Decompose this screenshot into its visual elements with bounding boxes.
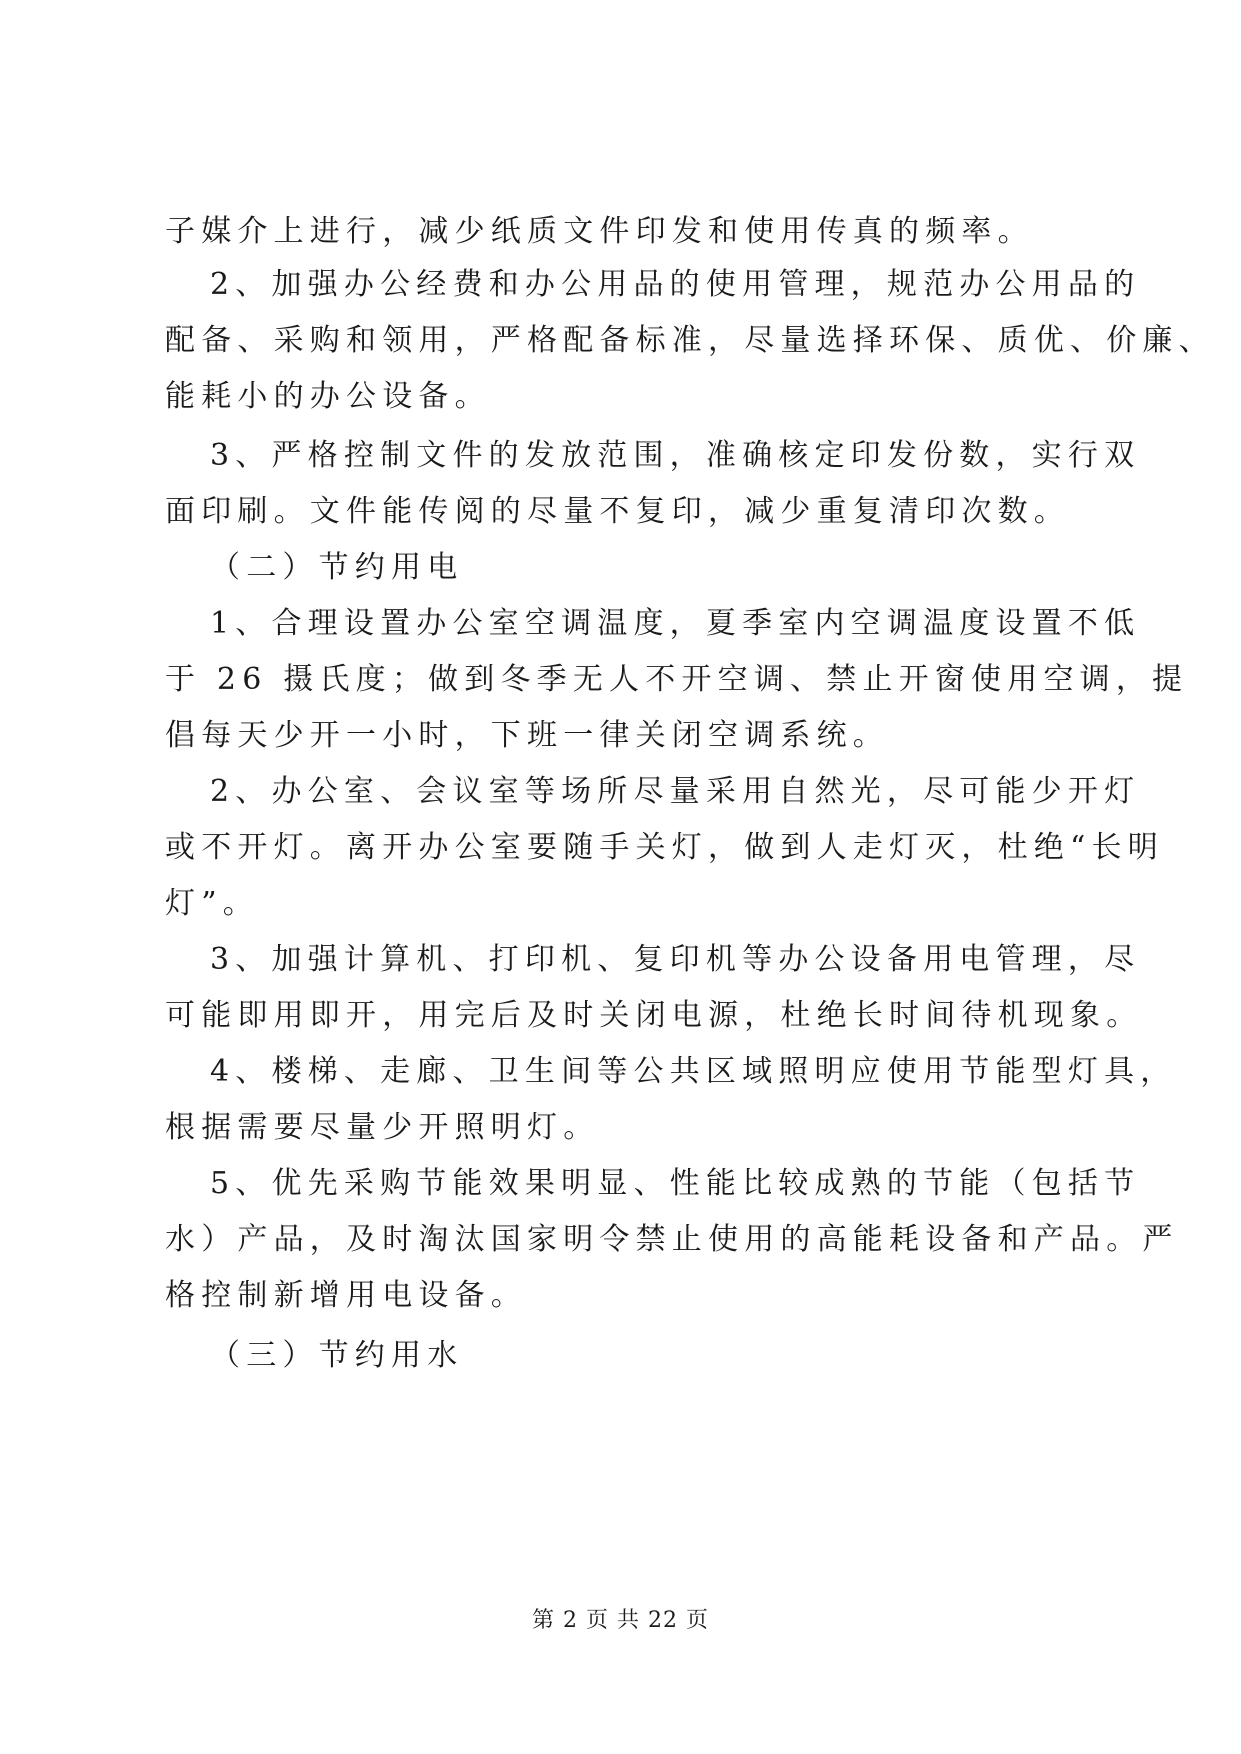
- body-line: 4、楼梯、走廊、卫生间等公共区域照明应使用节能型灯具，: [210, 1054, 1177, 1089]
- body-line: 1、合理设置办公室空调温度，夏季室内空调温度设置不低: [210, 606, 1141, 641]
- body-line: 或不开灯。离开办公室要随手关灯，做到人走灯灭，杜绝“长明: [165, 830, 1164, 865]
- body-line: 3、加强计算机、打印机、复印机等办公设备用电管理，尽: [210, 942, 1141, 977]
- body-line: 配备、采购和领用，严格配备标准，尽量选择环保、质优、价廉、: [165, 323, 1215, 358]
- body-line: 水）产品，及时淘汰国家明令禁止使用的高能耗设备和产品。严: [165, 1222, 1179, 1257]
- body-line: 倡每天少开一小时，下班一律关闭空调系统。: [165, 718, 889, 753]
- body-line: 3、严格控制文件的发放范围，准确核定印发份数，实行双: [210, 438, 1141, 473]
- body-line: 格控制新增用电设备。: [165, 1278, 527, 1313]
- section-heading: （二）节约用电: [210, 550, 464, 585]
- body-line: 可能即用即开，用完后及时关闭电源，杜绝长时间待机现象。: [165, 998, 1143, 1033]
- body-line: 于 26 摄氏度；做到冬季无人不开空调、禁止开窗使用空调，提: [165, 662, 1189, 697]
- body-line: 2、办公室、会议室等场所尽量采用自然光，尽可能少开灯: [210, 774, 1141, 809]
- body-line: 灯”。: [165, 886, 259, 921]
- section-heading: （三）节约用水: [210, 1338, 464, 1373]
- body-line: 能耗小的办公设备。: [165, 379, 491, 414]
- body-line: 2、加强办公经费和办公用品的使用管理，规范办公用品的: [210, 267, 1141, 302]
- body-line: 根据需要尽量少开照明灯。: [165, 1110, 600, 1145]
- body-line: 5、优先采购节能效果明显、性能比较成熟的节能（包括节: [210, 1166, 1141, 1201]
- body-line: 子媒介上进行，减少纸质文件印发和使用传真的频率。: [165, 214, 1034, 249]
- page-footer: 第 2 页 共 22 页: [532, 1608, 709, 1633]
- body-line: 面印刷。文件能传阅的尽量不复印，减少重复清印次数。: [165, 494, 1070, 529]
